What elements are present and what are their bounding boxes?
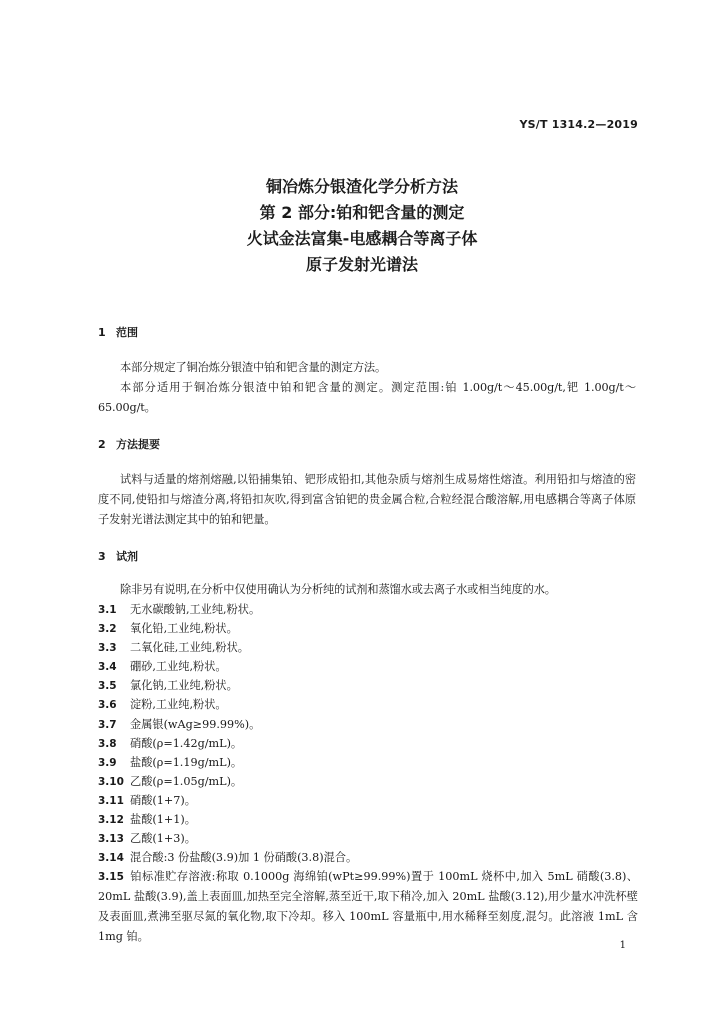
scope-paragraph-2: 本部分适用于铜冶炼分银渣中铂和钯含量的测定。测定范围:铂 1.00g/t～45.00g/t,钯 1.00g/t～65.00g/t。	[98, 381, 636, 414]
list-item: 3.14 混合酸:3 份盐酸(3.9)加 1 份硝酸(3.8)混合。	[98, 851, 358, 865]
section-heading-scope	[98, 324, 138, 340]
section-number: 2	[98, 438, 106, 451]
title-line-2: 第 2 部分:铂和钯含量的测定	[259, 203, 465, 222]
page-number: 1	[619, 940, 626, 951]
list-item: 3.8 硝酸(ρ=1.42g/mL)。	[98, 736, 243, 750]
document-code: YS/T 1314.2—2019	[519, 118, 638, 131]
list-item: 3.13 乙酸(1+3)。	[98, 832, 196, 846]
title-line-3: 火试金法富集-电感耦合等离子体	[246, 229, 478, 248]
list-item: 3.6 淀粉,工业纯,粉状。	[98, 698, 227, 712]
document-title	[0, 174, 724, 278]
list-item: 3.4 硼砂,工业纯,粉状。	[98, 660, 227, 674]
title-line-4: 原子发射光谱法	[305, 255, 418, 274]
list-item: 3.3 二氧化硅,工业纯,粉状。	[98, 641, 249, 655]
section-title: 方法提要	[116, 438, 160, 451]
reagent-list	[98, 600, 638, 947]
section-title: 范围	[116, 326, 138, 339]
list-item-platinum-standard: 3.15 铂标准贮存溶液:称取 0.1000g 海绵铂(wPt≥99.99%)置于 100mL 烧杯中,加入 5mL 硝酸(3.8)、20mL 盐酸(3.9),盖上表面皿,加热至完全溶解,蒸至近干,取下稍冷,加入 20mL 盐酸(3.12),用少量水冲洗杯壁及表面皿,煮沸至驱尽氮的氧化物,取下冷却。移入 100mL 容量瓶中,用水稀释至刻度,混匀。此溶液 1mL 含 1mg 铂。	[98, 870, 638, 944]
scope-paragraph-1: 本部分规定了铜冶炼分银渣中铂和钯含量的测定方法。	[120, 361, 387, 374]
title-line-1: 铜冶炼分银渣化学分析方法	[265, 177, 458, 196]
list-item: 3.10 乙酸(ρ=1.05g/mL)。	[98, 774, 243, 788]
section-heading-method	[98, 436, 160, 452]
list-item: 3.11 硝酸(1+7)。	[98, 793, 196, 807]
section-number: 1	[98, 326, 106, 339]
reagents-intro: 除非另有说明,在分析中仅使用确认为分析纯的试剂和蒸馏水或去离子水或相当纯度的水。	[120, 583, 556, 596]
method-paragraph: 试料与适量的熔剂熔融,以铅捕集铂、钯形成铅扣,其他杂质与熔剂生成易熔性熔渣。利用铅扣与熔渣的密度不同,使铅扣与熔渣分离,将铅扣灰吹,得到富含铂钯的贵金属合粒,合粒经混合酸溶解,用电感耦合等离子体原子发射光谱法测定其中的铂和钯量。	[98, 473, 636, 526]
list-item: 3.1 无水碳酸钠,工业纯,粉状。	[98, 603, 261, 616]
list-item: 3.12 盐酸(1+1)。	[98, 813, 196, 827]
list-item: 3.9 盐酸(ρ=1.19g/mL)。	[98, 755, 243, 769]
list-item: 3.5 氯化钠,工业纯,粉状。	[98, 679, 238, 693]
section-heading-reagents	[98, 548, 138, 564]
section-number: 3	[98, 550, 106, 563]
section-title: 试剂	[116, 550, 138, 563]
list-item: 3.7 金属银(wAg≥99.99%)。	[98, 717, 261, 731]
list-item: 3.2 氧化铅,工业纯,粉状。	[98, 622, 238, 636]
